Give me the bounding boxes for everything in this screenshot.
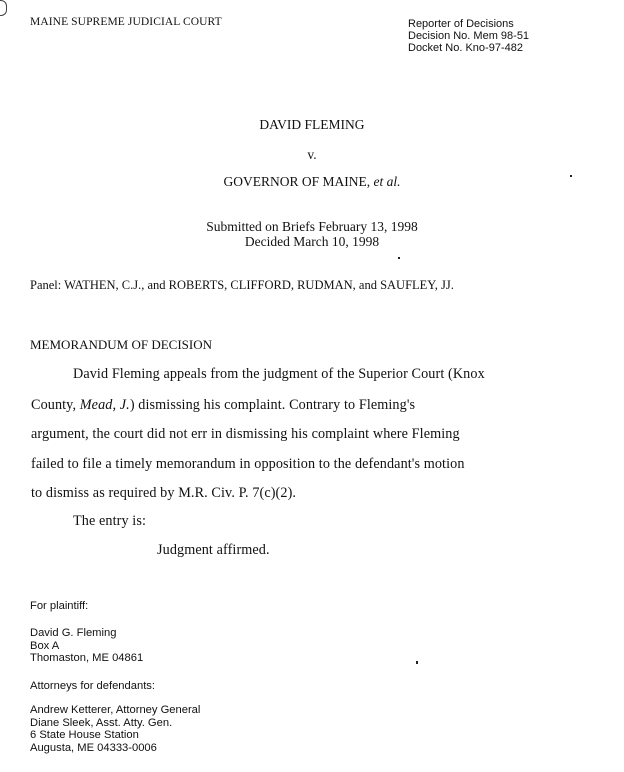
reporter-block — [408, 18, 529, 54]
defendants-counsel-label: Attorneys for defendants: — [30, 680, 156, 692]
counsel-address: 6 State House Station — [30, 729, 139, 741]
body-line-4: failed to file a timely memorandum in opposition to the defendant's motion — [31, 456, 465, 472]
caption-defendant — [0, 174, 624, 190]
defendants-counsel-block — [30, 704, 200, 754]
decision-number: Decision No. Mem 98-51 — [408, 30, 530, 42]
judgment-line: Judgment affirmed. — [157, 542, 270, 558]
judge-name: Mead, J. — [79, 397, 130, 413]
defendant-name: GOVERNOR OF MAINE, — [223, 174, 371, 189]
plaintiff-counsel-label: For plaintiff: — [30, 600, 89, 612]
scan-speck — [570, 175, 572, 177]
counsel-address: Box A — [30, 639, 60, 652]
docket-number: Docket No. Kno-97-482 — [408, 42, 523, 54]
body-line-1: David Fleming appeals from the judgment of the Superior Court (Knox — [73, 366, 485, 382]
counsel-city: Augusta, ME 04333-0006 — [30, 741, 157, 754]
memorandum-heading: MEMORANDUM OF DECISION — [30, 337, 213, 352]
caption-versus: v. — [307, 147, 317, 162]
reporter-line: Reporter of Decisions — [408, 18, 514, 30]
counsel-name: David G. Fleming — [30, 627, 117, 639]
defendant-suffix: et al. — [373, 174, 401, 189]
body-text: ) dismissing his complaint. Contrary to Fleming's — [129, 397, 416, 413]
court-name: MAINE SUPREME JUDICIAL COURT — [30, 16, 222, 28]
caption-plaintiff: DAVID FLEMING — [259, 117, 365, 132]
submitted-date: Submitted on Briefs February 13, 1998 — [206, 219, 418, 234]
scan-speck — [398, 257, 400, 259]
counsel-city: Thomaston, ME 04861 — [30, 652, 144, 664]
counsel-name: Andrew Ketterer, Attorney General — [30, 704, 201, 716]
entry-line: The entry is: — [73, 513, 147, 529]
scan-speck — [416, 661, 418, 664]
counsel-name: Diane Sleek, Asst. Atty. Gen. — [30, 716, 173, 729]
body-text: County, — [31, 397, 80, 413]
decided-date: Decided March 10, 1998 — [244, 234, 380, 249]
panel-line: Panel: WATHEN, C.J., and ROBERTS, CLIFFORD, RUDMAN, and SAUFLEY, JJ. — [30, 278, 454, 292]
body-line-2 — [31, 397, 415, 414]
scan-speck — [0, 0, 7, 16]
body-line-3: argument, the court did not err in dismissing his complaint where Fleming — [31, 426, 460, 442]
plaintiff-counsel-block — [30, 627, 143, 665]
body-line-5: to dismiss as required by M.R. Civ. P. 7(c)(2). — [31, 485, 297, 501]
